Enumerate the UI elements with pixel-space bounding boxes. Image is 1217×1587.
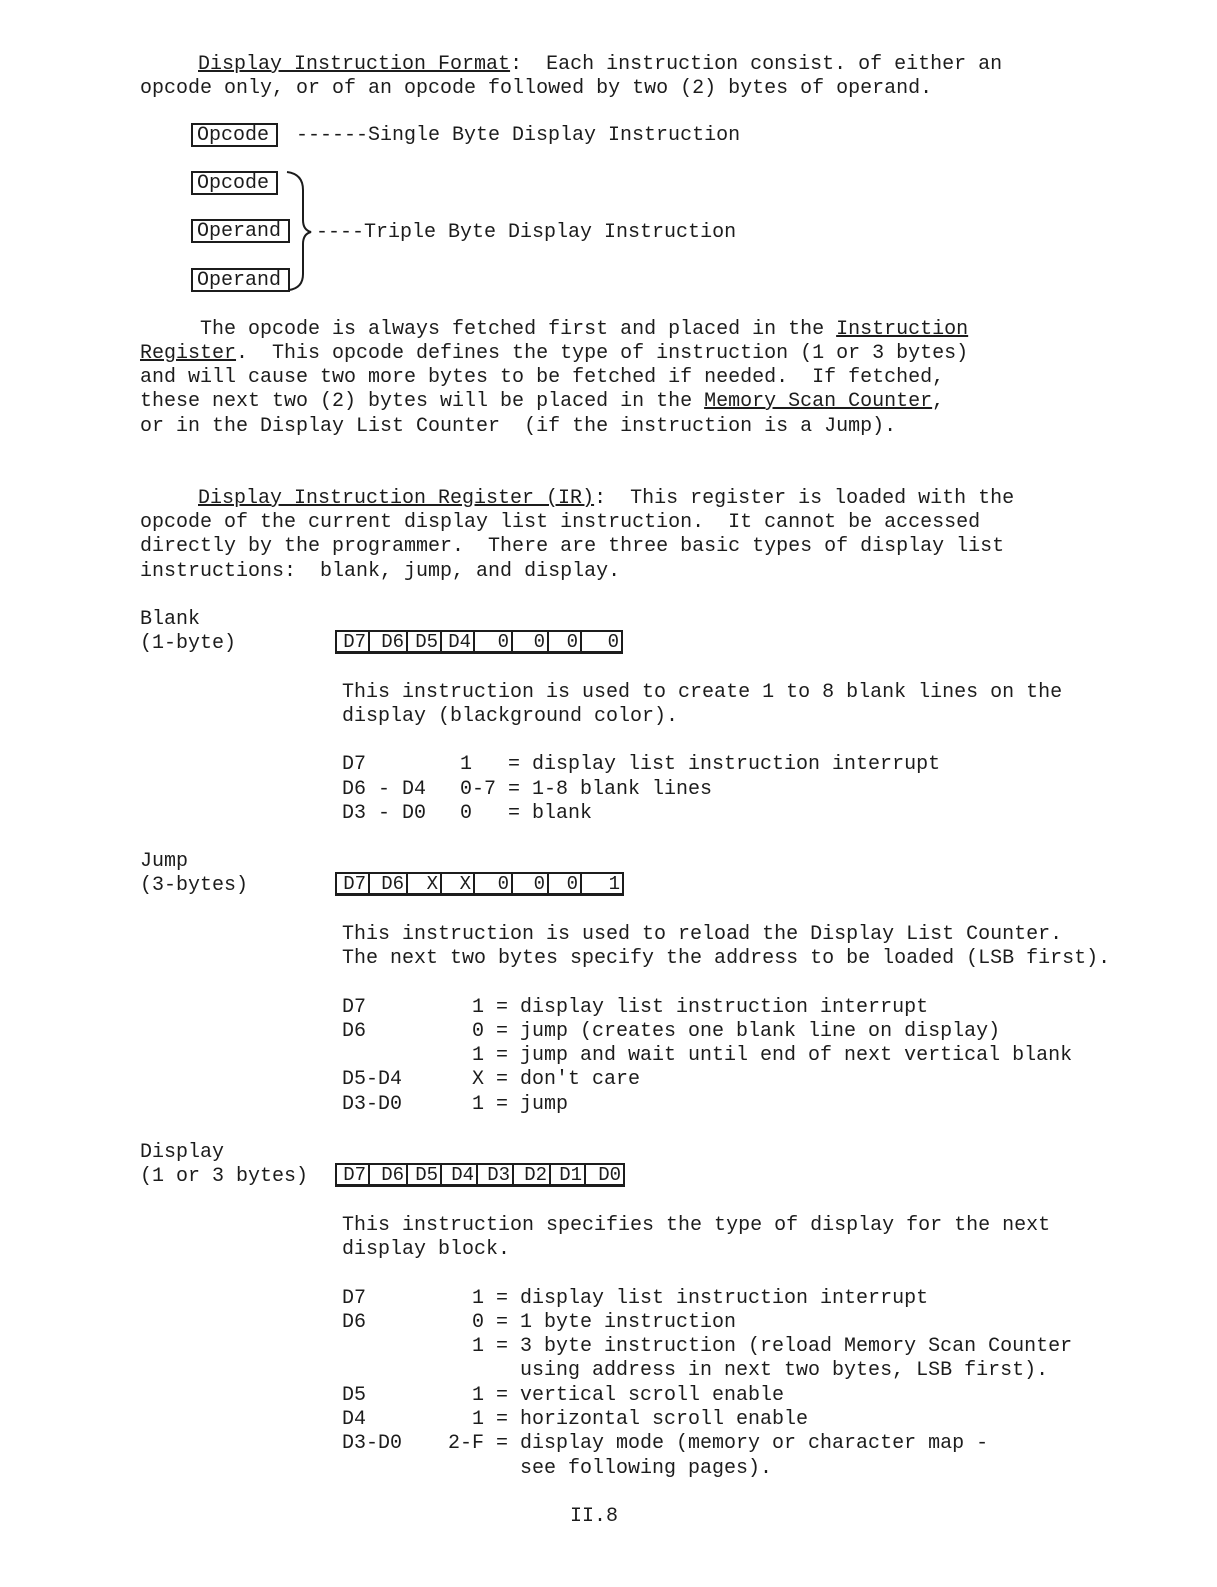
jump-desc-1: This instruction is used to reload the Display List Counter. (342, 923, 1063, 946)
opcode-box-triple: Opcode (191, 171, 278, 195)
para1-line-2 (140, 342, 968, 366)
bit-d2: D2 (514, 1165, 551, 1184)
ir-line-4: instructions: blank, jump, and display. (140, 560, 621, 583)
display-bit-diagram (335, 1163, 625, 1187)
display-row-field: D7 (342, 1287, 367, 1310)
bit-d6: D6 (370, 874, 408, 893)
blank-row-field: D7 (342, 753, 367, 776)
display-row-val: 0 (472, 1311, 485, 1334)
bit-d0: D0 (598, 1164, 621, 1186)
format-heading: Display Instruction Format (198, 53, 511, 76)
ir-line-2: opcode of the current display list instruction. It cannot be accessed (140, 511, 981, 534)
jump-title: Jump (140, 850, 189, 873)
blank-row-field: D6 - D4 (342, 778, 427, 801)
bit-d3: 0 (475, 632, 513, 651)
ir-heading: Display Instruction Register (IR) (198, 487, 595, 510)
display-row-meaning: = horizontal scroll enable (496, 1408, 809, 1431)
display-row-val: 1 (472, 1287, 485, 1310)
triple-byte-label: ----Triple Byte Display Instruction (316, 221, 737, 244)
format-line1-rest: : Each instruction consist. of either an (510, 53, 1003, 76)
bit-d6: D6 (370, 1165, 408, 1184)
page-number: II.8 (570, 1505, 619, 1528)
register-term: Register (140, 342, 237, 365)
jump-row-meaning: = jump and wait until end of next vertical blank (496, 1044, 1073, 1067)
ir-line-3: directly by the programmer. There are three basic types of display list (140, 535, 1005, 558)
display-row-meaning: = 1 byte instruction (496, 1311, 737, 1334)
para1-l2-text: . This opcode defines the type of instruction (1 or 3 bytes) (236, 342, 969, 365)
display-row-val: 1 (472, 1335, 485, 1358)
bit-d7: D7 (337, 1165, 370, 1184)
blank-row-field: D3 - D0 (342, 802, 427, 825)
instruction-register-term: Instruction (836, 318, 969, 341)
ir-line-1 (198, 487, 1014, 511)
bit-d1: D1 (551, 1165, 586, 1184)
jump-row-field: D5-D4 (342, 1068, 403, 1091)
blank-row-meaning: = blank (508, 802, 593, 825)
bit-d5: D5 (408, 1165, 442, 1184)
bit-d4: X (442, 874, 475, 893)
jump-row-val: 1 (472, 996, 485, 1019)
bit-d7: D7 (337, 874, 370, 893)
jump-size: (3-bytes) (140, 874, 249, 897)
bit-d4: D4 (442, 1165, 478, 1184)
display-title: Display (140, 1141, 225, 1164)
bit-d2: 0 (513, 874, 549, 893)
bit-d4: D4 (442, 632, 475, 651)
display-row-field: D5 (342, 1384, 367, 1407)
memory-scan-counter-term: Memory Scan Counter (704, 390, 933, 413)
display-row-meaning: = vertical scroll enable (496, 1384, 785, 1407)
bit-d7: D7 (337, 632, 370, 651)
jump-row-val: X (472, 1068, 485, 1091)
display-row-field: D6 (342, 1311, 367, 1334)
blank-desc-2: display (blackground color). (342, 705, 679, 728)
para1-l4-text: these next two (2) bytes will be placed in the (140, 390, 705, 413)
display-size: (1 or 3 bytes) (140, 1165, 309, 1188)
jump-row-field: D7 (342, 996, 367, 1019)
display-desc-1: This instruction specifies the type of display for the next (342, 1214, 1051, 1237)
jump-row-meaning: = display list instruction interrupt (496, 996, 929, 1019)
single-byte-label: ------Single Byte Display Instruction (296, 124, 741, 147)
display-row-meaning: see following pages). (496, 1457, 773, 1480)
jump-desc-2: The next two bytes specify the address to be loaded (LSB first). (342, 947, 1111, 970)
bit-d1: 0 (549, 632, 582, 651)
blank-row-val: 0 (460, 802, 497, 825)
display-row-meaning: = 3 byte instruction (reload Memory Scan Counter (496, 1335, 1073, 1358)
jump-row-meaning: = don't care (496, 1068, 641, 1091)
bit-d3: 0 (475, 874, 513, 893)
bit-d6: D6 (370, 632, 408, 651)
display-row-val: 1 (472, 1384, 485, 1407)
jump-bit-diagram (335, 872, 624, 896)
jump-row-val: 1 (472, 1044, 485, 1067)
jump-row-field: D6 (342, 1020, 367, 1043)
operand-box-2: Operand (191, 268, 290, 292)
bit-d5: D5 (408, 632, 442, 651)
para1-line-4 (140, 390, 944, 414)
para1-l4-comma: , (932, 390, 945, 413)
jump-row-val: 1 (472, 1093, 485, 1116)
blank-size: (1-byte) (140, 632, 237, 655)
bit-d1: 0 (549, 874, 582, 893)
bit-d2: 0 (513, 632, 549, 651)
display-row-field: D4 (342, 1408, 367, 1431)
blank-row-val: 1 (460, 753, 497, 776)
para1-line-3: and will cause two more bytes to be fetched if needed. If fetched, (140, 366, 945, 389)
display-row-meaning: using address in next two bytes, LSB first). (496, 1359, 1049, 1382)
bit-d0: 0 (607, 631, 619, 653)
display-row-val: 1 (472, 1408, 485, 1431)
jump-row-val: 0 (472, 1020, 485, 1043)
ir-l1-text: : This register is loaded with the (594, 487, 1015, 510)
opcode-box-single: Opcode (191, 123, 278, 147)
display-desc-2: display block. (342, 1238, 511, 1261)
display-row-val: 2-F (448, 1432, 485, 1455)
para1-l1-text: The opcode is always fetched first and placed in the (140, 318, 837, 341)
blank-desc-1: This instruction is used to create 1 to 8 blank lines on the (342, 681, 1063, 704)
display-row-meaning: = display mode (memory or character map - (496, 1432, 989, 1455)
display-row-field: D3-D0 (342, 1432, 403, 1455)
format-line-1 (198, 53, 1002, 77)
format-line-2: opcode only, or of an opcode followed by two (2) bytes of operand. (140, 77, 933, 100)
bit-d3: D3 (478, 1165, 514, 1184)
blank-title: Blank (140, 608, 201, 631)
para1-line-1 (140, 318, 968, 342)
blank-row-val: 0-7 (460, 778, 497, 801)
jump-row-field: D3-D0 (342, 1093, 403, 1116)
para1-line-5: or in the Display List Counter (if the instruction is a Jump). (140, 415, 897, 438)
blank-row-meaning: = display list instruction interrupt (508, 753, 941, 776)
blank-row-meaning: = 1-8 blank lines (508, 778, 713, 801)
blank-bit-diagram (335, 630, 623, 654)
jump-row-meaning: = jump (496, 1093, 569, 1116)
bit-d0: 1 (608, 873, 620, 895)
bit-d5: X (408, 874, 442, 893)
display-row-meaning: = display list instruction interrupt (496, 1287, 929, 1310)
operand-box-1: Operand (191, 219, 290, 243)
jump-row-meaning: = jump (creates one blank line on display) (496, 1020, 1001, 1043)
